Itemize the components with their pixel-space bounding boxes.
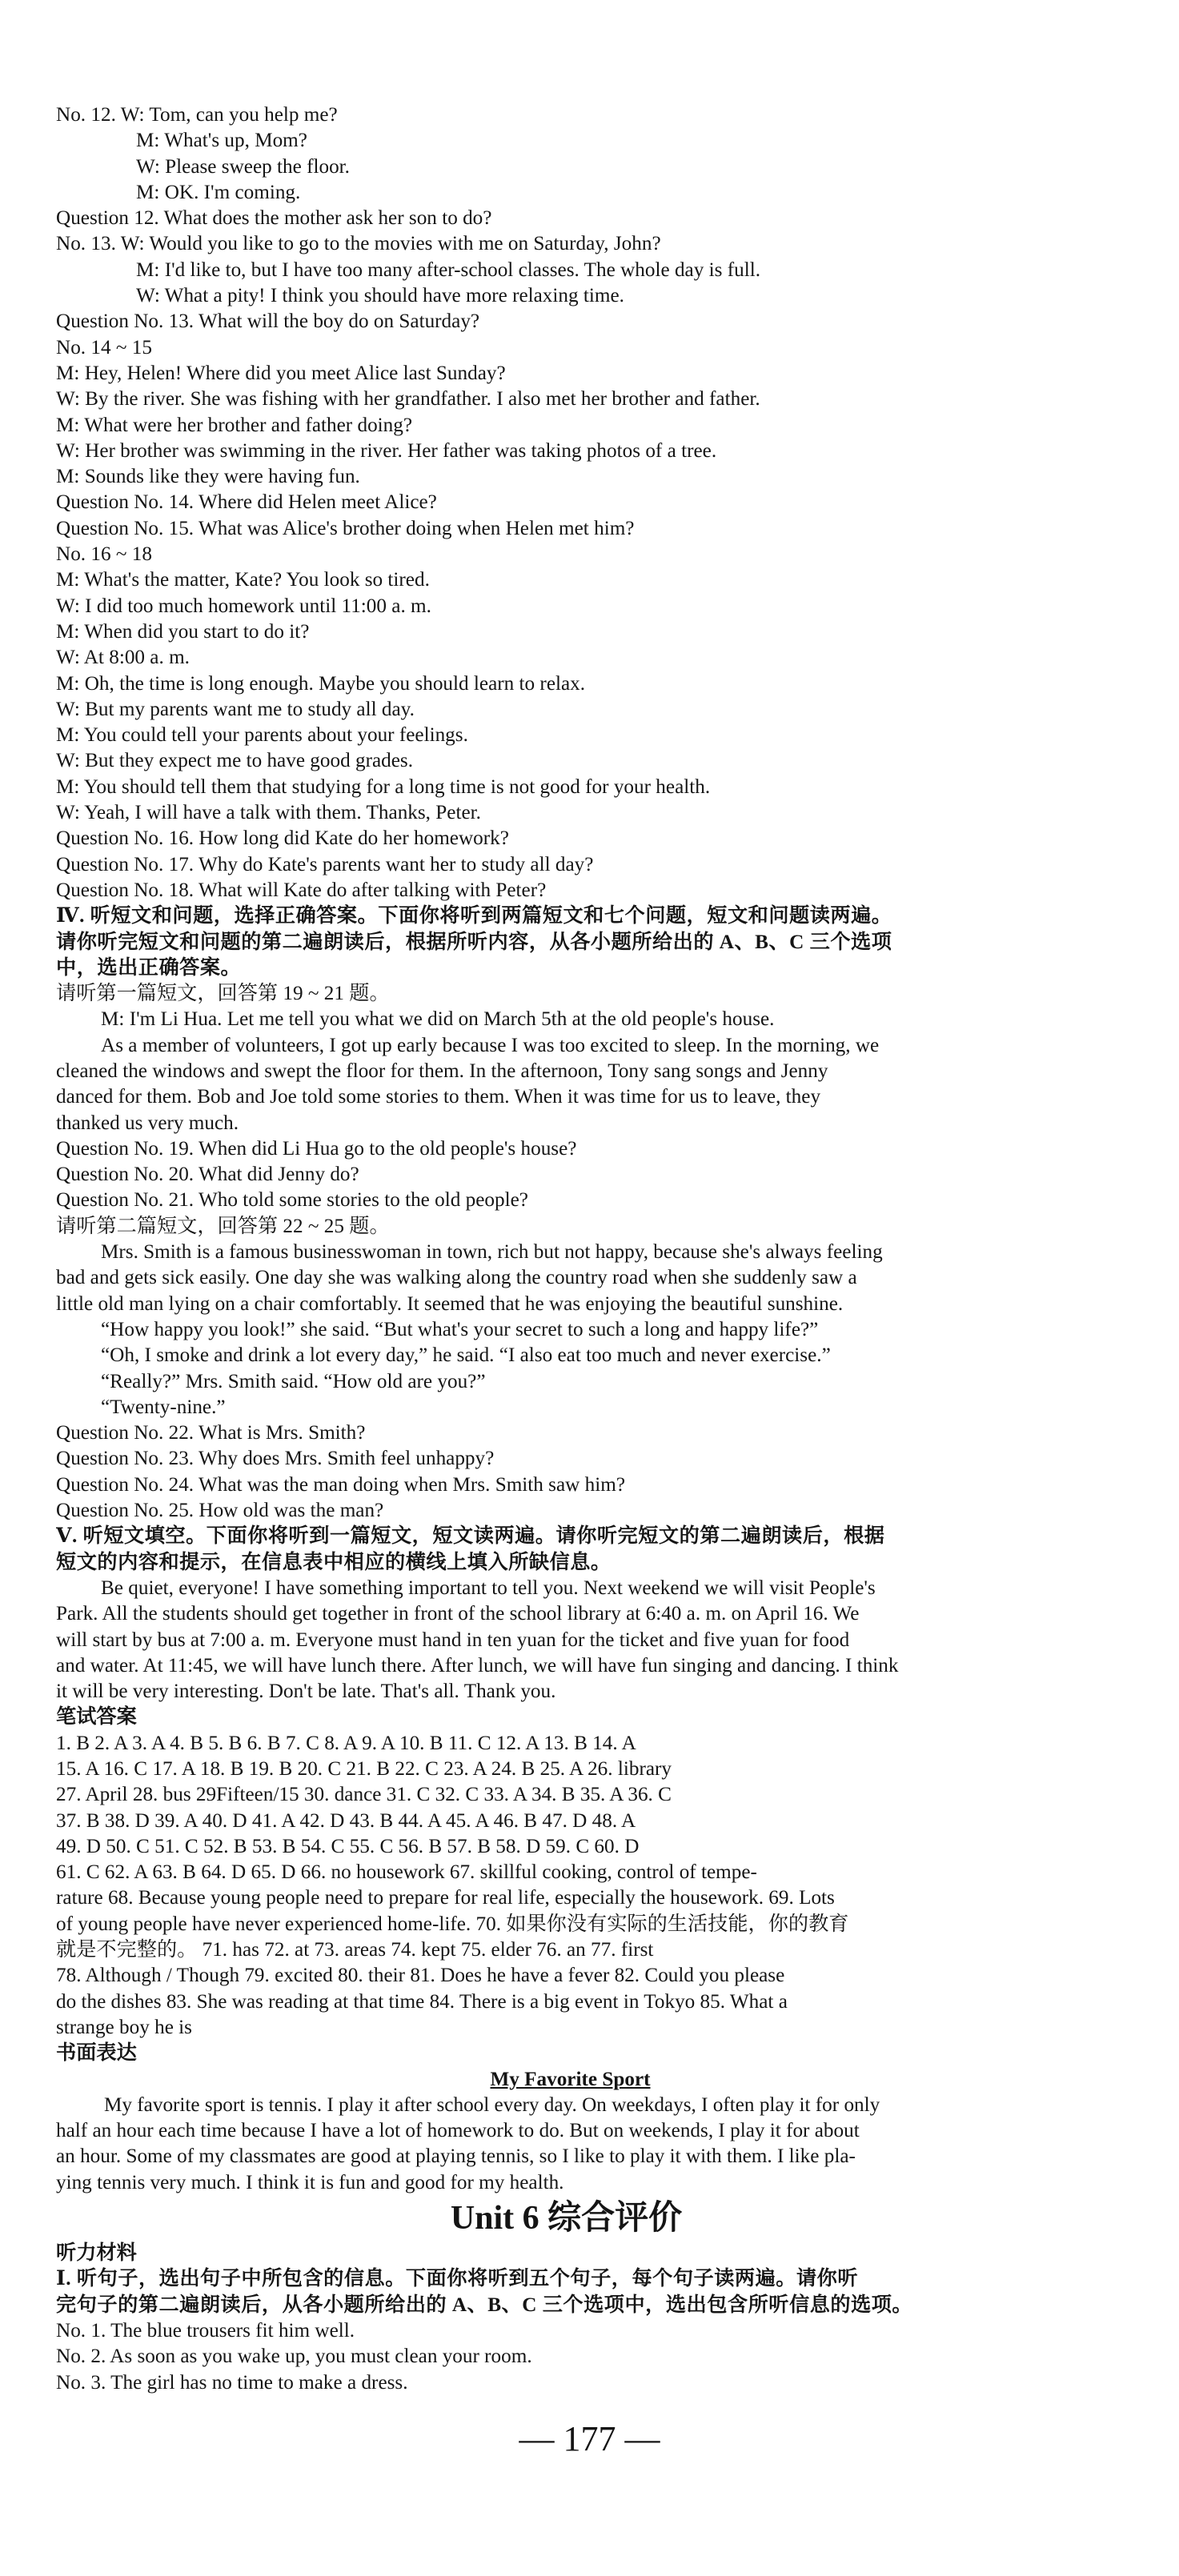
text-line: As a member of volunteers, I got up early because I was too excited to sleep. In the morning, we — [101, 1034, 880, 1056]
text-line: an hour. Some of my classmates are good at playing tennis, so I like to play it with them. I like pla- — [56, 2145, 856, 2168]
text-line: Question No. 17. Why do Kate's parents want her to study all day? — [56, 853, 594, 875]
text-line: 37. B 38. D 39. A 40. D 41. A 42. D 43. B 44. A 45. A 46. B 47. D 48. A — [56, 1809, 636, 1832]
text-line: M: OK. I'm coming. — [136, 181, 301, 203]
text-line: Ⅴ. 听短文填空。下面你将听到一篇短文，短文读两遍。请你听完短文的第二遍朗读后，根据 — [56, 1525, 885, 1548]
text-line: M: What's the matter, Kate? You look so tired. — [56, 569, 430, 591]
text-line: 请听第二篇短文，回答第 22 ~ 25 题。 — [56, 1215, 390, 1237]
text-line: No. 14 ~ 15 — [56, 336, 152, 359]
text-line: Park. All the students should get together in front of the school library at 6:40 a. m. on April 16. We — [56, 1603, 860, 1625]
text-line: Question No. 21. Who told some stories to the old people? — [56, 1189, 528, 1212]
text-line: it will be very interesting. Don't be late. That's all. Thank you. — [56, 1681, 556, 1703]
text-line: 1. B 2. A 3. A 4. B 5. B 6. B 7. C 8. A 9. A 10. B 11. C 12. A 13. B 14. A — [56, 1732, 636, 1754]
text-line: W: I did too much homework until 11:00 a. m. — [56, 595, 431, 617]
text-line: No. 1. The blue trousers fit him well. — [56, 2319, 355, 2342]
text-line: Be quiet, everyone! I have something important to tell you. Next weekend we will visit People's — [101, 1576, 876, 1599]
text-line: Mrs. Smith is a famous businesswoman in town, rich but not happy, because she's always feeling — [101, 1241, 883, 1264]
text-line: and water. At 11:45, we will have lunch there. After lunch, we will have fun singing and dancing. I think — [56, 1654, 899, 1677]
text-line: M: You could tell your parents about your feelings. — [56, 724, 468, 747]
text-line: M: Oh, the time is long enough. Maybe you should learn to relax. — [56, 672, 586, 695]
text-line: 27. April 28. bus 29Fifteen/15 30. dance 31. C 32. C 33. A 34. B 35. A 36. C — [56, 1784, 672, 1806]
text-line: My Favorite Sport — [490, 2068, 651, 2090]
text-line: Question No. 25. How old was the man? — [56, 1500, 384, 1522]
text-line: Question No. 14. Where did Helen meet Alice? — [56, 491, 437, 514]
text-line: “Oh, I smoke and drink a lot every day,” he said. “I also eat too much and never exercise.” — [101, 1344, 831, 1367]
text-line: M: When did you start to do it? — [56, 620, 310, 643]
text-line: No. 12. W: Tom, can you help me? — [56, 104, 338, 126]
text-line: W: Her brother was swimming in the river. Her father was taking photos of a tree. — [56, 439, 717, 462]
text-line: Question No. 15. What was Alice's brother doing when Helen met him? — [56, 517, 635, 539]
text-line: bad and gets sick easily. One day she was walking along the country road when she suddenly saw a — [56, 1267, 857, 1289]
text-line: W: By the river. She was fishing with her grandfather. I also met her brother and father. — [56, 388, 760, 411]
text-line: ying tennis very much. I think it is fun and good for my health. — [56, 2171, 564, 2193]
text-line: 就是不完整的。 71. has 72. at 73. areas 74. kept 75. elder 76. an 77. first — [56, 1939, 654, 1961]
text-line: 完句子的第二遍朗读后，从各小题所给出的 A、B、C 三个选项中，选出包含所听信息的选项。 — [56, 2294, 913, 2316]
text-line: cleaned the windows and swept the floor for them. In the afternoon, Tony sang songs and Jenny — [56, 1060, 828, 1082]
text-line: 短文的内容和提示，在信息表中相应的横线上填入所缺信息。 — [56, 1551, 612, 1573]
answer-key-content — [56, 102, 1029, 2396]
text-line: 中，选出正确答案。 — [56, 956, 242, 979]
text-line: M: You should tell them that studying for a long time is not good for your health. — [56, 775, 711, 798]
text-line: do the dishes 83. She was reading at that time 84. There is a big event in Tokyo 85. What a — [56, 1990, 788, 2013]
text-line: 听力材料 — [56, 2242, 137, 2265]
text-line: M: Sounds like they were having fun. — [56, 466, 360, 488]
text-line: “Twenty-nine.” — [101, 1396, 226, 1418]
text-line: danced for them. Bob and Joe told some stories to them. When it was time for us to leave, they — [56, 1086, 821, 1108]
text-line: 请听第一篇短文，回答第 19 ~ 21 题。 — [56, 983, 390, 1005]
text-line: Unit 6 综合评价 — [450, 2200, 683, 2237]
text-line: half an hour each time because I have a lot of homework to do. But on weekends, I play it for about — [56, 2120, 860, 2142]
text-line: of young people have never experienced home-life. 70. 如果你没有实际的生活技能，你的教育 — [56, 1913, 849, 1935]
text-line: will start by bus at 7:00 a. m. Everyone must hand in ten yuan for the ticket and five yuan for food — [56, 1629, 850, 1651]
text-line: M: Hey, Helen! Where did you meet Alice last Sunday? — [56, 362, 506, 384]
text-line: W: Please sweep the floor. — [136, 155, 350, 178]
text-line: Question No. 24. What was the man doing when Mrs. Smith saw him? — [56, 1473, 626, 1496]
text-line: 请你听完短文和问题的第二遍朗读后，根据所听内容，从各小题所给出的 A、B、C 三个选项 — [56, 931, 892, 953]
text-line: M: I'm Li Hua. Let me tell you what we did on March 5th at the old people's house. — [101, 1008, 775, 1031]
text-line: Question No. 22. What is Mrs. Smith? — [56, 1422, 366, 1444]
text-line: M: What's up, Mom? — [136, 130, 307, 152]
text-line: W: At 8:00 a. m. — [56, 647, 190, 669]
text-line: little old man lying on a chair comfortably. It seemed that he was enjoying the beautiful sunshine. — [56, 1292, 844, 1315]
text-line: 78. Although / Though 79. excited 80. their 81. Does he have a fever 82. Could you please — [56, 1965, 785, 1987]
text-line: Question No. 16. How long did Kate do her homework? — [56, 827, 509, 850]
text-line: Question No. 13. What will the boy do on Saturday? — [56, 310, 480, 333]
text-line: No. 13. W: Would you like to go to the movies with me on Saturday, John? — [56, 233, 661, 255]
text-line: 61. C 62. A 63. B 64. D 65. D 66. no housework 67. skillful cooking, control of tempe- — [56, 1861, 757, 1884]
text-line: No. 3. The girl has no time to make a dress. — [56, 2371, 408, 2394]
text-line: Question No. 20. What did Jenny do? — [56, 1164, 359, 1186]
text-line: Question No. 19. When did Li Hua go to the old people's house? — [56, 1137, 577, 1160]
text-line: Question 12. What does the mother ask her son to do? — [56, 207, 492, 230]
text-line: 49. D 50. C 51. C 52. B 53. B 54. C 55. C 56. B 57. B 58. D 59. C 60. D — [56, 1835, 640, 1857]
text-line: My favorite sport is tennis. I play it after school every day. On weekdays, I often play it for only — [104, 2093, 880, 2116]
text-line: “How happy you look!” she said. “But what's your secret to such a long and happy life?” — [101, 1318, 819, 1340]
text-line: W: What a pity! I think you should have more relaxing time. — [136, 285, 624, 307]
text-line: 笔试答案 — [56, 1706, 137, 1729]
page-number: — 177 — — [519, 2419, 660, 2458]
text-line: No. 2. As soon as you wake up, you must clean your room. — [56, 2346, 532, 2368]
text-line: 15. A 16. C 17. A 18. B 19. B 20. C 21. B 22. C 23. A 24. B 25. A 26. library — [56, 1758, 672, 1780]
text-line: strange boy he is — [56, 2016, 192, 2038]
text-line: rature 68. Because young people need to prepare for real life, especially the housework. 69. Lots — [56, 1887, 835, 1909]
text-line: “Really?” Mrs. Smith said. “How old are you?” — [101, 1370, 486, 1392]
text-line: W: Yeah, I will have a talk with them. Thanks, Peter. — [56, 802, 481, 824]
text-line: W: But they expect me to have good grades. — [56, 750, 414, 772]
text-line: M: What were her brother and father doing? — [56, 414, 413, 436]
text-line: Ⅰ. 听句子，选出句子中所包含的信息。下面你将听到五个句子，每个句子读两遍。请你听 — [56, 2268, 859, 2290]
text-line: M: I'd like to, but I have too many after-school classes. The whole day is full. — [136, 258, 761, 281]
text-line: W: But my parents want me to study all day. — [56, 698, 415, 720]
text-line: No. 16 ~ 18 — [56, 543, 152, 566]
text-line: Ⅳ. 听短文和问题，选择正确答案。下面你将听到两篇短文和七个问题，短文和问题读两遍。 — [56, 905, 892, 927]
text-line: Question No. 23. Why does Mrs. Smith feel unhappy? — [56, 1448, 495, 1470]
text-line: 书面表达 — [56, 2042, 137, 2065]
text-line: Question No. 18. What will Kate do after talking with Peter? — [56, 879, 547, 901]
text-line: thanked us very much. — [56, 1112, 239, 1134]
